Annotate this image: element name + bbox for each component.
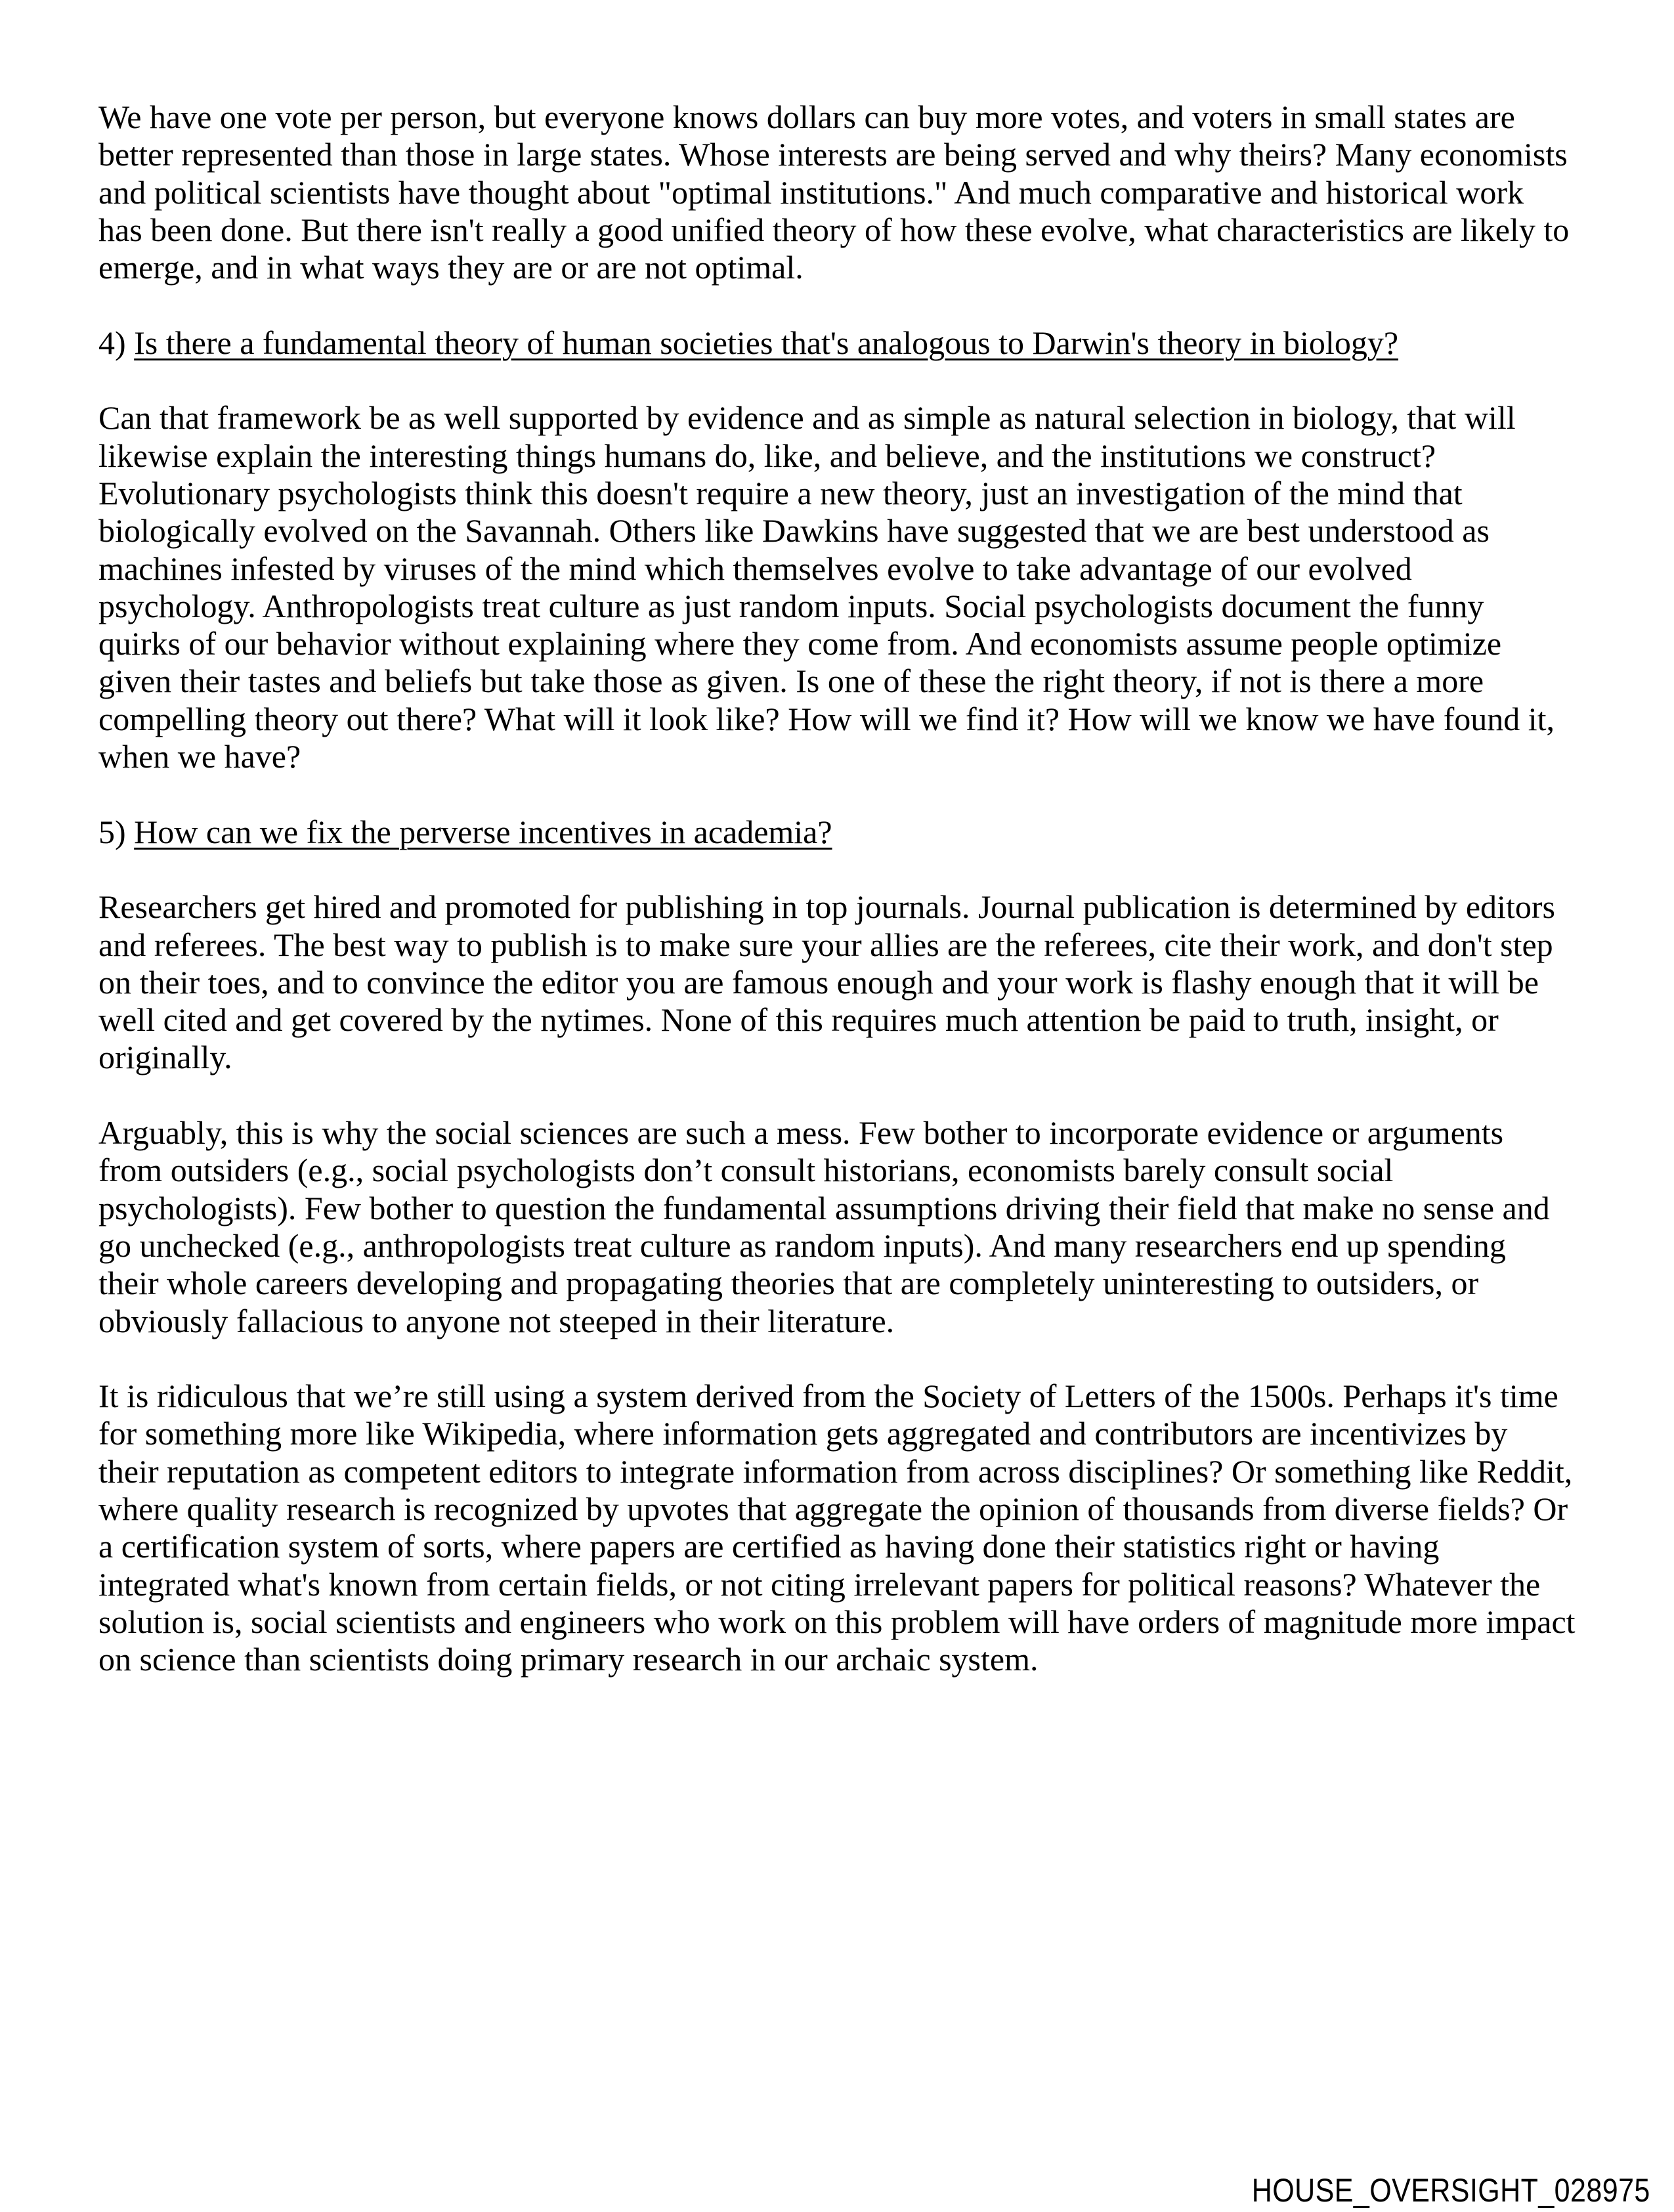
paragraph-spacer — [98, 286, 1582, 324]
heading-number: 5) — [98, 813, 135, 850]
paragraph-spacer — [98, 362, 1582, 399]
text-line: on science than scientists doing primary research in our archaic system. — [98, 1641, 1039, 1678]
text-line: likewise explain the interesting things humans do, like, and believe, and the institutions we construct? — [98, 437, 1436, 474]
text-line: obviously fallacious to anyone not steeped in their literature. — [98, 1302, 895, 1339]
text-line: well cited and get covered by the nytimes. None of this requires much attention be paid to truth, insight, or — [98, 1001, 1499, 1039]
paragraph-spacer — [98, 1340, 1582, 1377]
text-line: Arguably, this is why the social sciences are such a mess. Few bother to incorporate evidence or arguments — [98, 1114, 1504, 1152]
text-line: for something more like Wikipedia, where information gets aggregated and contributors are incentivizes by — [98, 1415, 1508, 1452]
text-line: integrated what's known from certain fields, or not citing irrelevant papers for political reasons? Whatever the — [98, 1565, 1541, 1603]
text-line: a certification system of sorts, where papers are certified as having done their statistics right or having — [98, 1528, 1440, 1565]
section-heading-4 — [98, 324, 1582, 362]
paragraph-researchers — [98, 888, 1582, 1076]
text-line: their whole careers developing and propagating theories that are completely uninteresting to outsiders, or — [98, 1265, 1479, 1302]
paragraph-spacer — [98, 775, 1582, 813]
text-line: and political scientists have thought about "optimal institutions." And much comparative and historical work — [98, 173, 1524, 211]
text-line: originally. — [98, 1039, 232, 1076]
text-line: We have one vote per person, but everyone knows dollars can buy more votes, and voters in small states are — [98, 98, 1515, 135]
text-line: where quality research is recognized by upvotes that aggregate the opinion of thousands from diverse fields? Or — [98, 1490, 1568, 1527]
text-line: emerge, and in what ways they are or are not optimal. — [98, 249, 804, 286]
document-body — [98, 98, 1582, 1678]
text-line: and referees. The best way to publish is to make sure your allies are the referees, cite their work, and don't step — [98, 926, 1553, 963]
paragraph-spacer — [98, 851, 1582, 888]
text-line: on their toes, and to convince the editor you are famous enough and your work is flashy enough that it will be — [98, 963, 1539, 1001]
text-line: It is ridiculous that we’re still using a system derived from the Society of Letters of the 1500s. Perhaps it's time — [98, 1377, 1558, 1415]
paragraph-institutions — [98, 98, 1582, 286]
text-line: solution is, social scientists and engineers who work on this problem will have orders of magnitude more impact — [98, 1603, 1576, 1640]
text-line: Can that framework be as well supported by evidence and as simple as natural selection in biology, that will — [98, 399, 1516, 437]
text-line: machines infested by viruses of the mind which themselves evolve to take advantage of our evolved — [98, 550, 1412, 587]
paragraph-fundamental-theory — [98, 399, 1582, 775]
text-line: Evolutionary psychologists think this doesn't require a new theory, just an investigation of the mind that — [98, 474, 1463, 511]
paragraph-spacer — [98, 1077, 1582, 1114]
heading-number: 4) — [98, 324, 135, 361]
text-line: when we have? — [98, 738, 301, 775]
text-line: psychology. Anthropologists treat culture as just random inputs. Social psychologists document the funny — [98, 587, 1484, 624]
paragraph-system-reform — [98, 1377, 1582, 1678]
text-line: their reputation as competent editors to integrate information from across disciplines? Or something like Reddit, — [98, 1452, 1573, 1490]
text-line: has been done. But there isn't really a good unified theory of how these evolve, what characteristics are likely to — [98, 211, 1570, 248]
text-line: given their tastes and beliefs but take those as given. Is one of these the right theory, if not is there a more — [98, 662, 1484, 700]
text-line: quirks of our behavior without explaining where they come from. And economists assume people optimize — [98, 625, 1502, 662]
text-line: from outsiders (e.g., social psychologists don’t consult historians, economists barely consult social — [98, 1152, 1394, 1189]
text-line: biologically evolved on the Savannah. Others like Dawkins have suggested that we are best understood as — [98, 512, 1490, 550]
bates-number-footer: HOUSE_OVERSIGHT_028975 — [1252, 2172, 1650, 2209]
heading-title: How can we fix the perverse incentives in academia? — [134, 813, 832, 850]
heading-title: Is there a fundamental theory of human societies that's analogous to Darwin's theory in biology? — [134, 324, 1399, 361]
paragraph-social-sciences — [98, 1114, 1582, 1340]
text-line: go unchecked (e.g., anthropologists treat culture as random inputs). And many researchers end up spending — [98, 1226, 1506, 1264]
text-line: Researchers get hired and promoted for publishing in top journals. Journal publication is determined by editors — [98, 888, 1555, 926]
text-line: psychologists). Few bother to question the fundamental assumptions driving their field that make no sense and — [98, 1189, 1550, 1226]
text-line: better represented than those in large states. Whose interests are being served and why theirs? Many economists — [98, 136, 1568, 173]
section-heading-5 — [98, 813, 1582, 851]
text-line: compelling theory out there? What will it look like? How will we find it? How will we know we have found it, — [98, 700, 1555, 737]
